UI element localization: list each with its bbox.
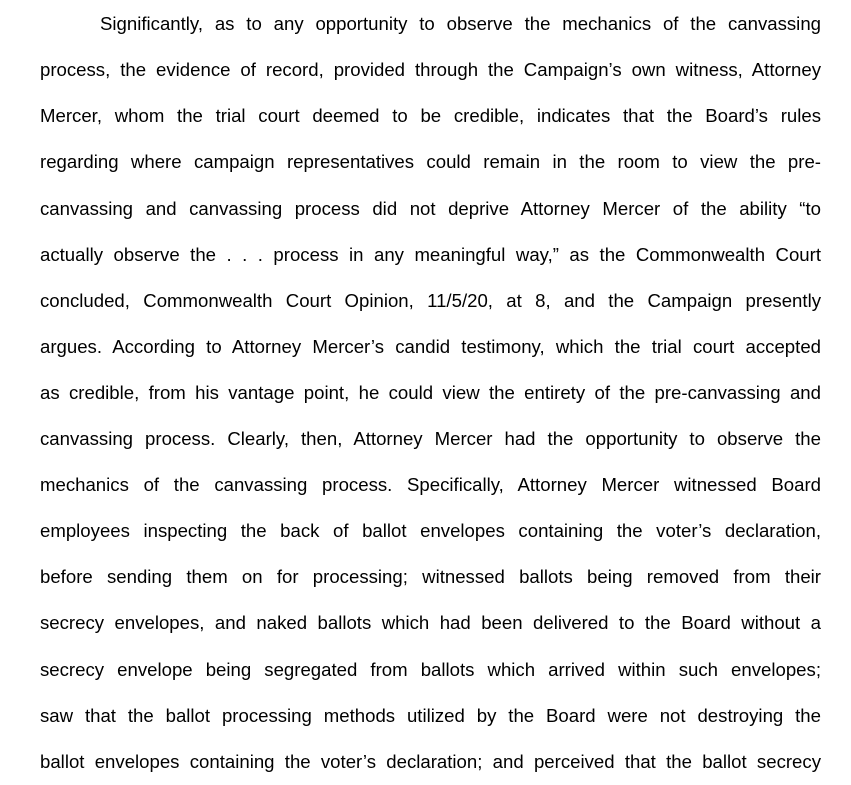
paragraph-line-12: employees inspecting the back of ballot envelopes containing the voter’s declaration, [40, 520, 821, 541]
paragraph-line-1: Significantly, as to any opportunity to observe the mechanics of the canvassing [100, 13, 821, 34]
paragraph-line-2: process, the evidence of record, provided through the Campaign’s own witness, Attorney [40, 59, 821, 80]
paragraph-line-5: canvassing and canvassing process did not deprive Attorney Mercer of the ability “to [40, 198, 821, 219]
paragraph-line-16: saw that the ballot processing methods utilized by the Board were not destroying the [40, 705, 821, 726]
paragraph-line-10: canvassing process. Clearly, then, Attorney Mercer had the opportunity to observe the [40, 428, 821, 449]
paragraph-line-14: secrecy envelopes, and naked ballots which had been delivered to the Board without a [40, 612, 821, 633]
paragraph-line-7: concluded, Commonwealth Court Opinion, 11/5/20, at 8, and the Campaign presently [40, 290, 821, 311]
paragraph-line-11: mechanics of the canvassing process. Specifically, Attorney Mercer witnessed Board [40, 474, 821, 495]
paragraph-line-6: actually observe the . . . process in any meaningful way,” as the Commonwealth Court [40, 244, 821, 265]
document-page [40, 0, 821, 785]
paragraph-line-13: before sending them on for processing; witnessed ballots being removed from their [40, 566, 821, 587]
paragraph-line-15: secrecy envelope being segregated from ballots which arrived within such envelopes; [40, 659, 821, 680]
paragraph-line-9: as credible, from his vantage point, he could view the entirety of the pre-canvassing and [40, 382, 821, 403]
paragraph-line-17: ballot envelopes containing the voter’s declaration; and perceived that the ballot secrecy [40, 751, 821, 772]
paragraph-line-4: regarding where campaign representatives could remain in the room to view the pre- [40, 151, 821, 172]
paragraph-line-3: Mercer, whom the trial court deemed to be credible, indicates that the Board’s rules [40, 105, 821, 126]
paragraph-line-8: argues. According to Attorney Mercer’s candid testimony, which the trial court accepted [40, 336, 821, 357]
